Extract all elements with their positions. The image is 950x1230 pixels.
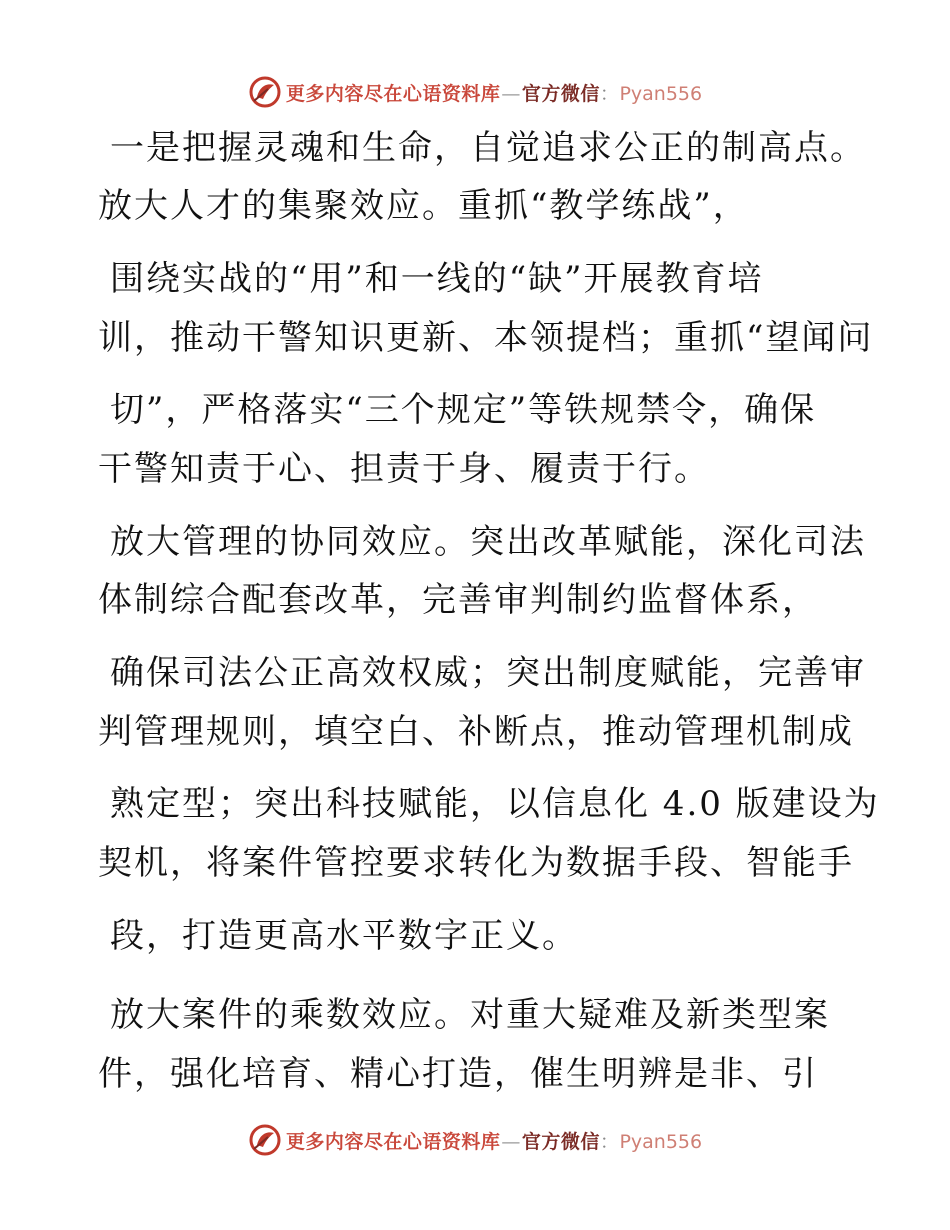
watermark-colon: ： <box>599 1130 620 1153</box>
body-line: 契机，将案件管控要求转化为数据手段、智能手 <box>98 843 854 883</box>
footer-watermark <box>0 1118 950 1162</box>
watermark-colon: ： <box>599 82 620 105</box>
body-line: 确保司法公正高效权威；突出制度赋能，完善审 <box>110 653 866 693</box>
body-line: 放大管理的协同效应。突出改革赋能，深化司法 <box>110 522 866 562</box>
watermark-wechat-id: Pyan556 <box>619 1130 703 1153</box>
watermark-label: 官方微信 <box>521 1130 600 1153</box>
body-line: 切”，严格落实“三个规定”等铁规禁令，确保 <box>110 390 817 430</box>
body-line: 训，推动干警知识更新、本领提档；重抓“望闻问 <box>98 318 874 358</box>
watermark-dash: — <box>501 82 521 105</box>
body-line: 体制综合配套改革，完善审判制约监督体系， <box>98 580 818 620</box>
body-line: 件，强化培育、精心打造，催生明辨是非、引 <box>98 1054 818 1094</box>
watermark-main-text: 更多内容尽在心语资料库 <box>285 1130 501 1153</box>
body-line: 段，打造更高水平数字正义。 <box>110 916 578 956</box>
watermark-dash: — <box>501 1130 521 1153</box>
brand-logo-icon <box>248 75 282 109</box>
body-line: 干警知责于心、担责于身、履责于行。 <box>98 449 710 489</box>
body-line: 判管理规则，填空白、补断点，推动管理机制成 <box>98 712 854 752</box>
watermark-label: 官方微信 <box>521 82 600 105</box>
brand-logo-icon <box>248 1123 282 1157</box>
body-line: 一是把握灵魂和生命，自觉追求公正的制高点。 <box>110 128 866 168</box>
header-watermark <box>0 70 950 114</box>
watermark-text <box>286 79 702 106</box>
body-line: 放大人才的集聚效应。重抓“教学练战”， <box>98 186 749 226</box>
watermark-text <box>286 1127 702 1154</box>
body-line: 围绕实战的“用”和一线的“缺”开展教育培 <box>110 259 764 299</box>
body-line: 熟定型；突出科技赋能，以信息化 4.0 版建设为 <box>110 784 880 824</box>
watermark-main-text: 更多内容尽在心语资料库 <box>285 82 501 105</box>
watermark-wechat-id: Pyan556 <box>619 82 703 105</box>
body-line: 放大案件的乘数效应。对重大疑难及新类型案 <box>110 995 830 1035</box>
